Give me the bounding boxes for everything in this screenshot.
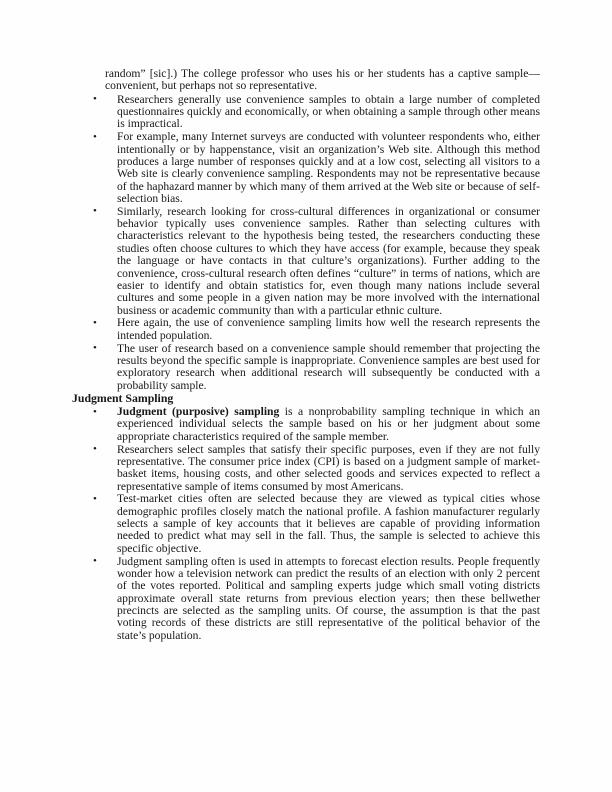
list-item-text [117, 406, 540, 443]
list-item-text: • Test-market cities often are selected because they are viewed as typical cities whose demographic profiles closely match the national profile. A fashion manufacturer regularly selects a sample of key accounts that it believes are capable of providing information needed to predict what may sell in the fall. Thus, the sample is selected to achieve this specific objective. [117, 492, 540, 555]
list-item-text: • Researchers generally use convenience samples to obtain a large number of completed questionnaires quickly and economically, or when obtaining a sample through other means is impractical. [117, 92, 540, 131]
list-item-text: • Similarly, research looking for cross-cultural differences in organizational or consumer behavior typically uses convenience samples. Rather than selecting cultures with characteristics relevant to the hypothesis being tested, the researchers conducting these studies often choose cultures to which they have access (for example, because they speak the language or have contacts in that culture’s organizations). Further adding to the convenience, cross-cultural research often defines “culture” in terms of nations, which are easier to identify and obtain statistics for, even though many nations include several cultures and some people in a given nation may be more involved with the international business or academic community than with a particular ethnic culture. [117, 204, 540, 317]
list-item [105, 94, 540, 131]
list-item-text: • Here again, the use of convenience sampling limits how well the research represents the intended population. [117, 316, 540, 342]
list-item [105, 131, 540, 205]
list-item [105, 493, 540, 555]
list-item [105, 406, 540, 443]
list-item-text: • Judgment sampling often is used in attempts to forecast election results. People frequently wonder how a television network can predict the results of an election with only 2 percent of the votes reported. Political and sampling experts judge which small voting districts approximate overall state returns from previous election years; then these bellwether precincts are selected as the sampling units. Of course, the assumption is that the past voting records of these districts are still representative of the political behavior of the state’s population. [117, 554, 540, 642]
list-item [105, 343, 540, 392]
list-item-text: • For example, many Internet surveys are conducted with volunteer respondents who, either intentionally or by happenstance, visit an organization’s Web site. Although this method produces a large number of responses quickly and at a low cost, selecting all visitors to a Web site is clearly convenience sampling. Respondents may not be representative because of the haphazard manner by which many of them arrived at the Web site or because of self-selection bias. [117, 130, 540, 205]
page-content [72, 68, 540, 642]
list-item [105, 556, 540, 642]
list-item [105, 444, 540, 493]
opening-paragraph: random” [sic].) The college professor who uses his or her students has a captive sample—convenient, but perhaps not so representative. [105, 67, 540, 93]
list-item-text: • The user of research based on a convenience sample should remember that projecting the results beyond the specific sample is inappropriate. Convenience samples are best used for exploratory research when additional research will subsequently be conducted with a probability sample. [117, 341, 540, 392]
list-item-text: • Researchers select samples that satisfy their specific purposes, even if they are not fully representative. The consumer price index (CPI) is based on a judgment sample of market-basket items, housing costs, and other selected goods and services expected to reflect a representative sample of items consumed by most Americans. [117, 442, 540, 493]
convenience-sampling-bullet-list [72, 94, 540, 392]
term-definition-lead: Judgment (purposive) sampling [117, 405, 280, 419]
list-item-rest: is a nonprobability sampling technique in which an experienced individual selects the sample based on his or her judgment about some appropriate characteristics required of the sample member. [117, 405, 541, 443]
list-item [105, 206, 540, 317]
list-item [105, 317, 540, 342]
judgment-sampling-bullet-list [72, 406, 540, 642]
section-heading-judgment-sampling: Judgment Sampling [72, 391, 174, 406]
